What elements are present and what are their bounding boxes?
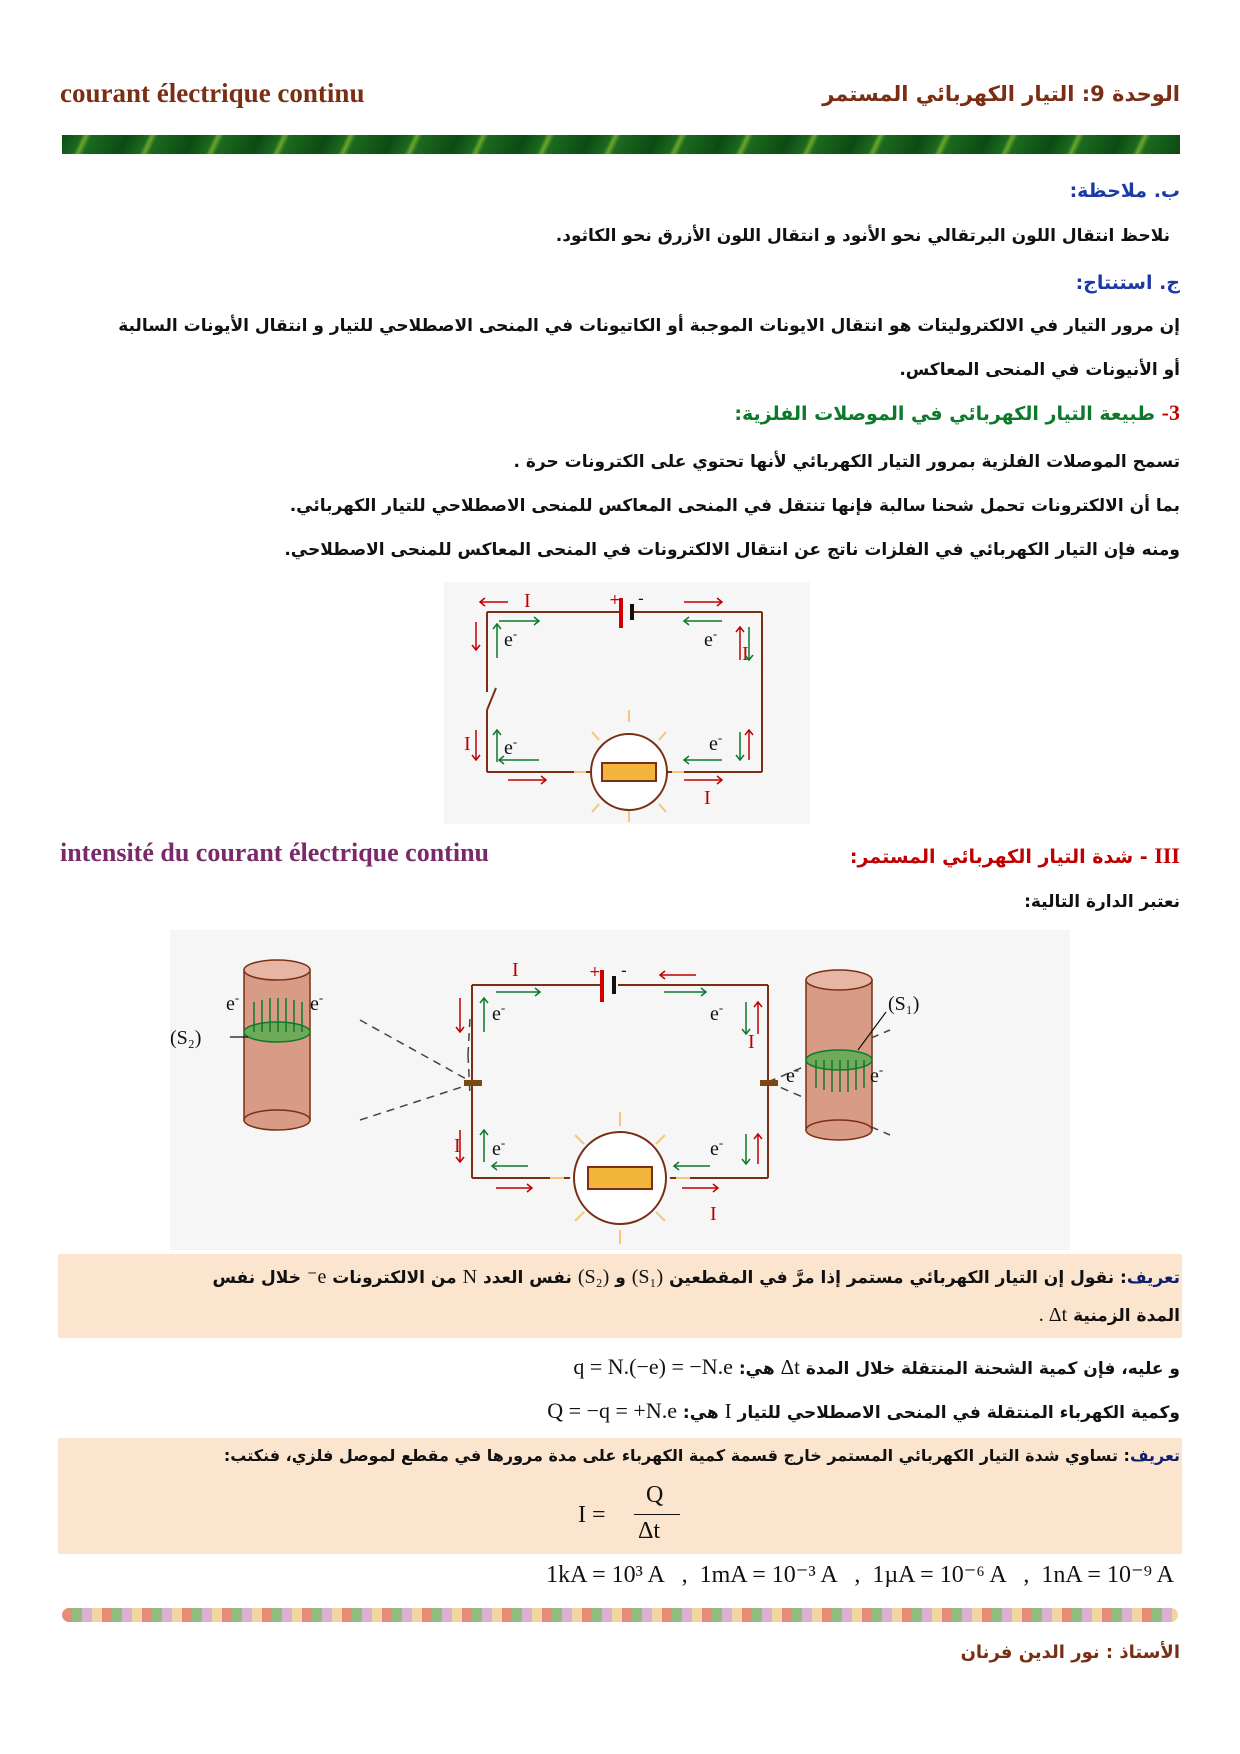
cylinder-s2 [244,960,310,1130]
section3b-intro: نعتبر الدارة التالية: [1024,892,1180,912]
section-s1-marker [760,1080,778,1086]
battery-minus-label: - [621,961,627,980]
definition1-text-d: خلال نفس [212,1268,301,1288]
electron-label: e- [786,1062,800,1087]
battery-minus-label: - [638,589,644,608]
definition1-dt: Δt . [1038,1304,1068,1326]
section3-line2: بما أن الالكترونات تحمل شحنا سالبة فإنها تنتقل في المنحى المعاكس للمنحى الاصطلاحي للتيار الكهربائي. [289,496,1180,516]
battery-plus-label: + [589,964,601,980]
electron-label: e- [492,1135,506,1160]
charge-line1-text: و عليه، فإن كمية الشحنة المنتقلة خلال المدة [805,1359,1180,1379]
definition2-line1 [224,1446,1180,1465]
definition1-s2: (S₂) [577,1266,610,1288]
electron-label: e- [492,1000,506,1025]
section-s2-marker [464,1080,482,1086]
circuit-diagram-2 [170,930,1070,1250]
section3b-heading [850,843,1180,869]
charge-I: I [724,1399,732,1423]
note-heading: ب. ملاحظة: [1069,180,1180,202]
electron-label: e- [709,730,723,755]
formula-denominator: Δt [638,1518,661,1544]
definition1-line2 [1039,1304,1180,1327]
charge-line2-text: وكمية الكهرباء المنتقلة في المنحى الاصطلاحي للتيار [737,1403,1180,1423]
battery-plus-label: + [609,592,621,608]
section3-heading-text: طبيعة التيار الكهربائي في الموصلات الفلزية: [734,403,1156,425]
section3-heading [734,400,1180,426]
electron-label: e- [226,990,240,1015]
units-line: 1kA = 10³ A , 1mA = 10⁻³ A , 1µA = 10⁻⁶ A , 1nA = 10⁻⁹ A [546,1562,1174,1588]
definition1-text-b: نفس العدد [483,1268,572,1288]
charge-eq-Q: Q = −q = +N.e [547,1398,677,1423]
charge-line1 [573,1354,1180,1380]
current-label: I [464,733,471,755]
current-label: I [454,1135,461,1157]
conclusion-heading: ج. استنتاج: [1075,272,1180,294]
definition2-text: : تساوي شدة التيار الكهربائي المستمر خارج قسمة كمية الكهرباء على مدة مرورها في مقطع لموصل فلزي، فنكتب: [223,1446,1130,1465]
header-banner [62,135,1180,154]
formula-fraction-bar [634,1514,680,1515]
electron-label: e- [310,990,324,1015]
section3-number: 3- [1161,400,1180,425]
current-label: I [512,959,519,981]
footer-decoration [62,1608,1178,1622]
electron-label: e- [710,1000,724,1025]
note-text: نلاحظ انتقال اللون البرتقالي نحو الأنود و انتقال اللون الأزرق نحو الكاثود. [555,226,1170,246]
section-s1-label: (S₁) [888,993,920,1015]
definition2-label: تعريف [1129,1446,1180,1465]
electron-label: e- [704,626,718,651]
definition1-s1: (S₁) [631,1266,664,1288]
formula-lhs: I = [578,1502,606,1528]
definition2-box [58,1438,1182,1554]
current-label: I [742,643,749,665]
formula-numerator: Q [646,1482,664,1508]
definition1-line1 [64,1264,1180,1289]
electron-label: e- [504,626,518,651]
section-s2-label: (S₂) [170,1027,202,1049]
definition1-label: تعريف [1126,1268,1180,1288]
header-title-ar: الوحدة 9: التيار الكهربائي المستمر [822,82,1180,106]
current-label: I [710,1203,717,1225]
conclusion-line2: أو الأنيونات في المنحى المعاكس. [899,360,1180,380]
section3b-heading-text: - شدة التيار الكهربائي المستمر: [849,846,1148,868]
current-label: I [704,787,711,809]
definition1-text-a: : نقول إن التيار الكهربائي مستمر إذا مرَّ في المقطعين [669,1268,1127,1288]
charge-line2-suffix: هي: [682,1403,719,1423]
definition2-formula [578,1482,738,1548]
section3b-title-fr: intensité du courant électrique continu [60,838,489,867]
definition1-and: و [615,1268,626,1288]
circuit-diagram-1 [444,582,810,824]
electron-label: e- [710,1135,724,1160]
definition1-box [58,1254,1182,1338]
definition1-text-c: من الالكترونات [332,1268,457,1288]
charge-dt: Δt [780,1355,800,1379]
definition1-electron: e⁻ [306,1266,327,1288]
charge-line1-suffix: هي: [738,1359,775,1379]
charge-line2 [547,1398,1180,1424]
definition1-line2-text: المدة الزمنية [1073,1306,1180,1326]
conclusion-line1: إن مرور التيار في الالكتروليتات هو انتقال الايونات الموجبة أو الكاتيونات في المنحى الاصطلاحي للتيار و انتقال الأيونات السالبة [118,316,1180,336]
electron-label: e- [504,734,518,759]
header-title-fr: courant électrique continu [60,78,365,108]
cylinder-s1 [806,970,872,1140]
definition1-n: N [462,1266,478,1288]
charge-eq-q: q = N.(−e) = −N.e [573,1354,733,1379]
section3b-roman: III [1154,843,1180,868]
electron-label: e- [870,1062,884,1087]
current-label: I [748,1031,755,1053]
section3-line3: ومنه فإن التيار الكهربائي في الفلزات ناتج عن انتقال الالكترونات في المنحى المعاكس للمنحى الاصطلاحي. [284,540,1180,560]
section3-line1: تسمح الموصلات الفلزية بمرور التيار الكهربائي لأنها تحتوي على الكترونات حرة . [513,452,1180,472]
footer-author: الأستاذ : نور الدين فرنان [960,1642,1180,1663]
current-label: I [524,590,531,612]
